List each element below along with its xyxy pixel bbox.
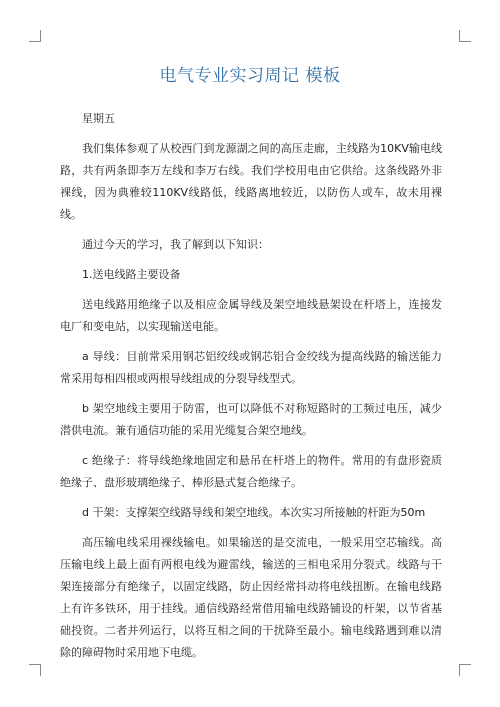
paragraph-ground-wire: b 架空地线主要用于防雷，也可以降低不对称短路时的工频过电压，减少潜供电流。兼有通信功能的采用光缆复合架空地线。 bbox=[60, 402, 442, 437]
paragraph-high-voltage: 高压输电线采用裸线输电。如果输送的是交流电，一般采用空芯输线。高压输电线上最上面有两根电线为避雷线，输送的三相电采用分裂式。线路与干架连接部分有绝缘子，以固定线路，防止因经常抖动将电线扭断。在输电线路上有许多铁环，用于挂线。通信线路经常借用输电线路铺设的杆架，以节省基础投资。二者并列运行，以将互相之间的干扰降至最小。输电线路遇到难以清除的障碍物时采用地下电缆。 bbox=[60, 536, 442, 659]
paragraph-conductor: a 导线：目前常采用钢芯铝绞线或钢芯铝合金绞线为提高线路的输送能力常采用每相四根或两根导线组成的分裂导线型式。 bbox=[60, 350, 442, 385]
crop-mark-bottom-right bbox=[459, 664, 471, 676]
paragraph-day: 星期五 bbox=[82, 112, 115, 125]
section-heading-main-equipment: 1.送电线路主要设备 bbox=[82, 268, 181, 281]
document-body bbox=[60, 108, 442, 672]
document-title: 电气专业实习周记 模板 bbox=[159, 66, 341, 86]
crop-mark-top-right bbox=[459, 30, 471, 42]
paragraph-tower: d 干架：支撑架空线路导线和架空地线。本次实习所接触的杆距为50m bbox=[82, 506, 426, 519]
paragraph-learned: 通过今天的学习，我了解到以下知识： bbox=[82, 238, 269, 251]
paragraph-visit: 我们集体参观了从校西门到龙源湖之间的高压走廊，主线路为10KV输电线路，共有两条即李万左线和李万右线。我们学校用电由它供给。这条线路外非裸线，因为典雅较110KV线路低，线路离地较近，以防伤人或车，故未用裸线。 bbox=[60, 142, 442, 221]
paragraph-transmission-line: 送电线路用绝缘子以及相应金属导线及架空地线悬架设在杆塔上，连接发电厂和变电站，以实现输送电能。 bbox=[60, 298, 442, 333]
crop-mark-bottom-left bbox=[29, 664, 41, 676]
crop-mark-top-left bbox=[29, 30, 41, 42]
paragraph-insulator: c 绝缘子：将导线绝缘地固定和悬吊在杆塔上的物件。常用的有盘形瓷质绝缘子、盘形玻璃绝缘子、棒形悬式复合绝缘子。 bbox=[60, 454, 442, 489]
